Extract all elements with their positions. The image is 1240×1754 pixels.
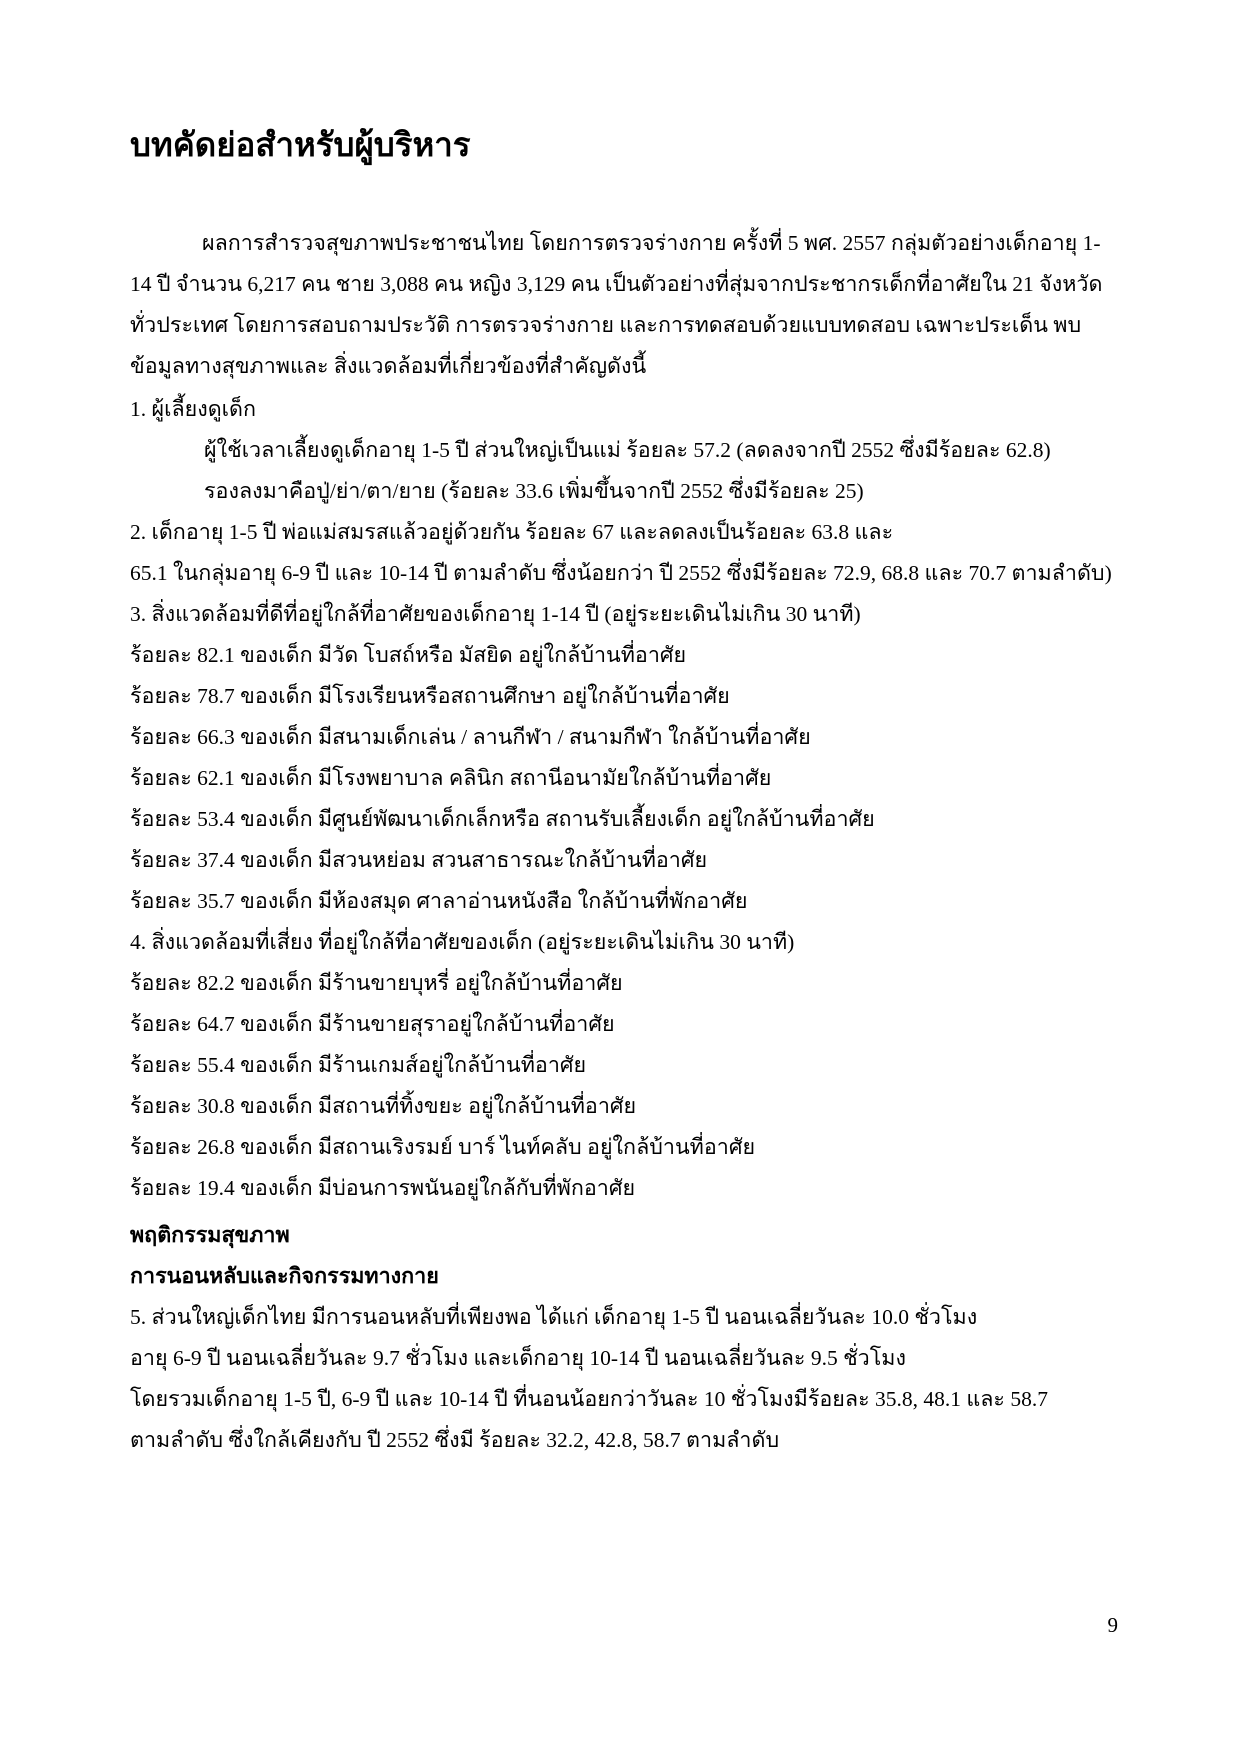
- section-5-line-2: อายุ 6-9 ปี นอนเฉลี่ยวันละ 9.7 ชั่วโมง และเด็กอายุ 10-14 ปี นอนเฉลี่ยวันละ 9.5 ชั่วโมง: [130, 1346, 906, 1371]
- section-4-item-6: ร้อยละ 19.4 ของเด็ก มีบ่อนการพนันอยู่ใกล้กับที่พักอาศัย: [130, 1176, 636, 1201]
- section-1-item-2: รองลงมาคือปู่/ย่า/ตา/ยาย (ร้อยละ 33.6 เพิ่มขึ้นจากปี 2552 ซึ่งมีร้อยละ 25): [204, 479, 864, 504]
- section-2-continuation: 65.1 ในกลุ่มอายุ 6-9 ปี และ 10-14 ปี ตามลำดับ ซึ่งน้อยกว่า ปี 2552 ซึ่งมีร้อยละ 72.9, 68.8 และ 70.7 ตามลำดับ): [130, 561, 1112, 586]
- page-title: บทคัดย่อสำหรับผู้บริหาร: [130, 128, 471, 164]
- intro-paragraph: ผลการสำรวจสุขภาพประชาชนไทย โดยการตรวจร่างกาย ครั้งที่ 5 พศ. 2557 กลุ่มตัวอย่างเด็กอายุ 1-14 ปี จำนวน 6,217 คน ชาย 3,088 คน หญิง 3,129 คน เป็นตัวอย่างที่สุ่มจากประชากรเด็กที่อาศัยใน 21 จังหวัดทั่วประเทศ โดยการสอบถามประวัติ การตรวจร่างกาย และการทดสอบด้วยแบบทดสอบ เฉพาะประเด็น พบข้อมูลทางสุขภาพและ สิ่งแวดล้อมที่เกี่ยวข้องที่สำคัญดังนี้: [130, 231, 1103, 379]
- sleep-activity-heading: การนอนหลับและกิจกรรมทางกาย: [130, 1264, 439, 1289]
- section-4-item-5: ร้อยละ 26.8 ของเด็ก มีสถานเริงรมย์ บาร์ ไนท์คลับ อยู่ใกล้บ้านที่อาศัย: [130, 1135, 756, 1160]
- section-3-heading: 3. สิ่งแวดล้อมที่ดีที่อยู่ใกล้ที่อาศัยของเด็กอายุ 1-14 ปี (อยู่ระยะเดินไม่เกิน 30 นาที): [130, 602, 861, 627]
- section-5-line-4: ตามลำดับ ซึ่งใกล้เคียงกับ ปี 2552 ซึ่งมี ร้อยละ 32.2, 42.8, 58.7 ตามลำดับ: [130, 1428, 780, 1453]
- section-3-item-3: ร้อยละ 66.3 ของเด็ก มีสนามเด็กเล่น / ลานกีฬา / สนามกีฬา ใกล้บ้านที่อาศัย: [130, 725, 811, 750]
- section-1-heading: 1. ผู้เลี้ยงดูเด็ก: [130, 397, 257, 422]
- section-3-item-2: ร้อยละ 78.7 ของเด็ก มีโรงเรียนหรือสถานศึกษา อยู่ใกล้บ้านที่อาศัย: [130, 684, 730, 709]
- document-body: [130, 126, 1120, 1461]
- section-2-heading: 2. เด็กอายุ 1-5 ปี พ่อแม่สมรสแล้วอยู่ด้วยกัน ร้อยละ 67 และลดลงเป็นร้อยละ 63.8 และ: [130, 520, 894, 545]
- section-3-item-7: ร้อยละ 35.7 ของเด็ก มีห้องสมุด ศาลาอ่านหนังสือ ใกล้บ้านที่พักอาศัย: [130, 889, 748, 914]
- section-1-item-1: ผู้ใช้เวลาเลี้ยงดูเด็กอายุ 1-5 ปี ส่วนใหญ่เป็นแม่ ร้อยละ 57.2 (ลดลงจากปี 2552 ซึ่งมีร้อยละ 62.8): [204, 438, 1051, 463]
- section-3-item-1: ร้อยละ 82.1 ของเด็ก มีวัด โบสถ์หรือ มัสยิด อยู่ใกล้บ้านที่อาศัย: [130, 643, 687, 668]
- section-5-line-1: 5. ส่วนใหญ่เด็กไทย มีการนอนหลับที่เพียงพอ ได้แก่ เด็กอายุ 1-5 ปี นอนเฉลี่ยวันละ 10.0 ชั่วโมง: [130, 1305, 978, 1330]
- section-3-item-5: ร้อยละ 53.4 ของเด็ก มีศูนย์พัฒนาเด็กเล็กหรือ สถานรับเลี้ยงเด็ก อยู่ใกล้บ้านที่อาศัย: [130, 807, 875, 832]
- section-4-heading: 4. สิ่งแวดล้อมที่เสี่ยง ที่อยู่ใกล้ที่อาศัยของเด็ก (อยู่ระยะเดินไม่เกิน 30 นาที): [130, 930, 795, 955]
- section-4-item-3: ร้อยละ 55.4 ของเด็ก มีร้านเกมส์อยู่ใกล้บ้านที่อาศัย: [130, 1053, 587, 1078]
- section-4-item-2: ร้อยละ 64.7 ของเด็ก มีร้านขายสุราอยู่ใกล้บ้านที่อาศัย: [130, 1012, 615, 1037]
- section-3-item-6: ร้อยละ 37.4 ของเด็ก มีสวนหย่อม สวนสาธารณะใกล้บ้านที่อาศัย: [130, 848, 708, 873]
- section-4-item-4: ร้อยละ 30.8 ของเด็ก มีสถานที่ทิ้งขยะ อยู่ใกล้บ้านที่อาศัย: [130, 1094, 637, 1119]
- section-3-item-4: ร้อยละ 62.1 ของเด็ก มีโรงพยาบาล คลินิก สถานีอนามัยใกล้บ้านที่อาศัย: [130, 766, 772, 791]
- health-behavior-heading: พฤติกรรมสุขภาพ: [130, 1223, 290, 1248]
- page-number: 9: [1107, 1613, 1118, 1637]
- section-5-line-3: โดยรวมเด็กอายุ 1-5 ปี, 6-9 ปี และ 10-14 ปี ที่นอนน้อยกว่าวันละ 10 ชั่วโมงมีร้อยละ 35.8, 48.1 และ 58.7: [130, 1387, 1048, 1412]
- section-4-item-1: ร้อยละ 82.2 ของเด็ก มีร้านขายบุหรี่ อยู่ใกล้บ้านที่อาศัย: [130, 971, 623, 996]
